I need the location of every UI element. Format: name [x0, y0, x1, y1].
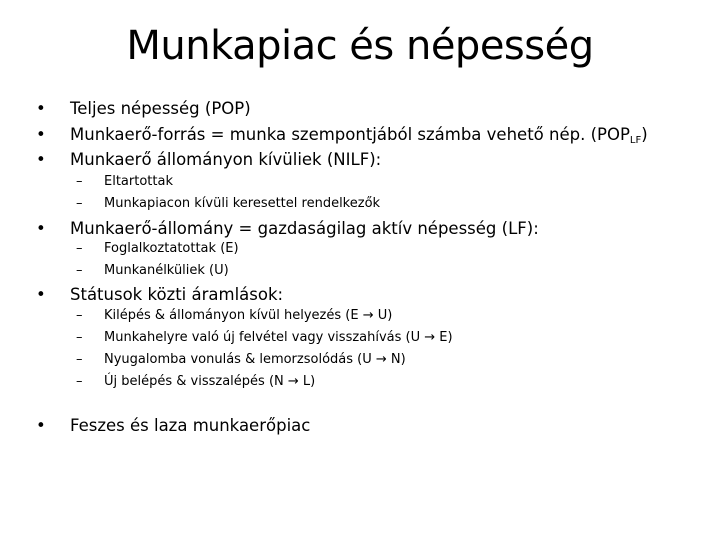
bullet-icon: •	[36, 99, 46, 118]
bullet-icon: •	[36, 219, 46, 238]
bullet-text: Feszes és laza munkaerőpiac	[70, 416, 311, 435]
dash-icon: –	[76, 330, 83, 345]
sub-bullet-item	[76, 307, 393, 325]
bullet-item	[36, 218, 539, 240]
bullet-icon: •	[36, 125, 46, 144]
bullet-item	[36, 98, 251, 120]
dash-icon: –	[76, 196, 83, 211]
dash-icon: –	[76, 374, 83, 389]
dash-icon: –	[76, 241, 83, 256]
sub-bullet-item	[76, 351, 406, 369]
bullet-item	[36, 124, 648, 146]
sub-bullet-item	[76, 195, 381, 213]
slide-title: Munkapiac és népesség	[126, 23, 594, 69]
sub-bullet-item	[76, 240, 239, 258]
dash-icon: –	[76, 263, 83, 278]
bullet-icon: •	[36, 150, 46, 169]
bullet-icon: •	[36, 416, 46, 435]
dash-icon: –	[76, 174, 83, 189]
dash-icon: –	[76, 308, 83, 323]
bullet-icon: •	[36, 285, 46, 304]
sub-bullet-item	[76, 329, 453, 347]
sub-bullet-text: Munkanélküliek (U)	[104, 263, 229, 278]
subscript-text: LF	[629, 135, 642, 146]
bullet-text: Munkaerő-állomány = gazdaságilag aktív népesség (LF):	[70, 219, 539, 238]
bullet-text-suffix: )	[641, 125, 648, 144]
bullet-item	[36, 415, 310, 437]
bullet-text: Munkaerő állományon kívüliek (NILF):	[70, 150, 382, 169]
dash-icon: –	[76, 352, 83, 367]
bullet-item	[36, 284, 283, 306]
sub-bullet-text: Nyugalomba vonulás & lemorzsolódás (U → N)	[104, 352, 406, 367]
sub-bullet-text: Eltartottak	[104, 174, 173, 189]
sub-bullet-item	[76, 173, 173, 191]
sub-bullet-item	[76, 373, 316, 391]
sub-bullet-text: Új belépés & visszalépés (N → L)	[104, 374, 316, 389]
sub-bullet-text: Foglalkoztatottak (E)	[104, 241, 239, 256]
bullet-text: Státusok közti áramlások:	[70, 285, 284, 304]
sub-bullet-text: Munkahelyre való új felvétel vagy visszahívás (U → E)	[104, 330, 453, 345]
bullet-text: Teljes népesség (POP)	[70, 99, 251, 118]
sub-bullet-text: Munkapiacon kívüli keresettel rendelkezők	[104, 196, 381, 211]
bullet-item	[36, 149, 381, 171]
sub-bullet-item	[76, 262, 229, 280]
sub-bullet-text: Kilépés & állományon kívül helyezés (E → U)	[104, 308, 393, 323]
bullet-text: Munkaerő-forrás = munka szempontjából számba vehető nép. (POP	[70, 125, 630, 144]
